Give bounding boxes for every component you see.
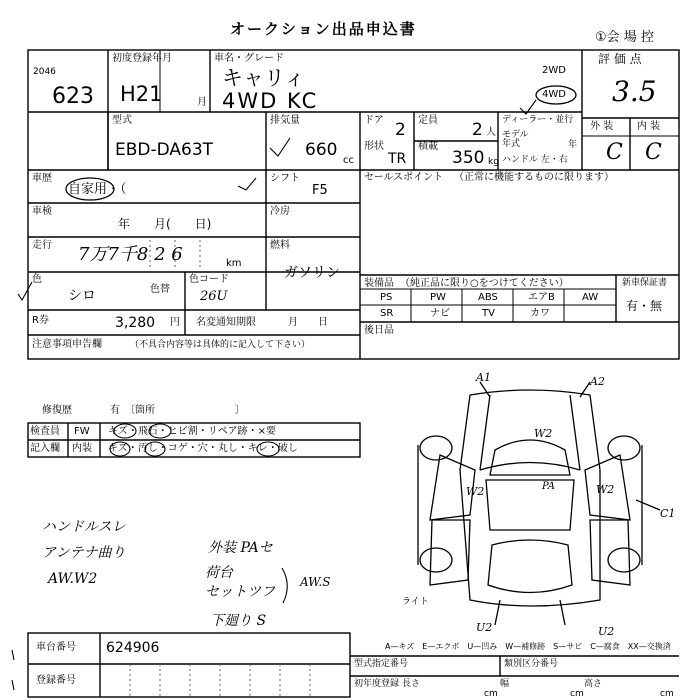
diag-w2-top: W2 bbox=[534, 427, 553, 440]
sheet-title: オークション出品申込書 bbox=[230, 20, 417, 38]
sales-hint: （正常に機能するものに限ります） bbox=[454, 172, 614, 183]
note-line3: AW.W2 bbox=[48, 571, 98, 587]
diag-a2: A2 bbox=[590, 375, 605, 388]
person-unit: 人 bbox=[486, 127, 496, 138]
note-line5: 荷台 bbox=[205, 565, 233, 581]
vehicle-type: 自家用・（ bbox=[68, 182, 127, 197]
damage-legend: A—キズ E—エクボ U—凹み W—補修跡 S—サビ C—腐食 XX—交換済 bbox=[385, 642, 671, 651]
model-year-label: モデル年式 bbox=[502, 130, 529, 149]
equip-airbag: エアB bbox=[528, 292, 555, 303]
notes-hint: （不具合内容等は具体的に記入して下さい） bbox=[130, 340, 311, 350]
ext-grade: C bbox=[606, 140, 623, 165]
lot-code: 2046 bbox=[33, 67, 56, 77]
car-name: キャリィ bbox=[222, 66, 306, 90]
cert-label: 型式指定番号 bbox=[354, 659, 409, 669]
cooler-label: 冷房 bbox=[270, 206, 290, 217]
fw-label: FW bbox=[74, 426, 90, 437]
equip-aw: AW bbox=[582, 292, 599, 303]
shape: TR bbox=[388, 151, 407, 167]
shift: F5 bbox=[312, 183, 328, 198]
equip-sr: SR bbox=[380, 308, 394, 319]
load-label: 積載 bbox=[418, 141, 438, 152]
post-label: 後日品 bbox=[364, 325, 394, 336]
first-reg-label: 初度登録年月 bbox=[112, 53, 172, 64]
equip-pw: PW bbox=[430, 292, 446, 303]
copy-label: ①会 場 控 bbox=[595, 30, 654, 45]
recycle-label: R券 bbox=[32, 315, 49, 326]
cc-unit: cc bbox=[343, 155, 354, 166]
diag-u2-left: U2 bbox=[476, 621, 493, 634]
cm-unit-3: cm bbox=[660, 689, 674, 699]
int-grade: C bbox=[645, 140, 662, 165]
drive-2wd: 2WD bbox=[542, 65, 566, 76]
dealer-label: ディーラー・並行 bbox=[502, 115, 574, 125]
mileage-label: 走行 bbox=[32, 240, 52, 251]
inspector-label2: 記入欄 bbox=[30, 443, 60, 454]
displacement: 660 bbox=[305, 140, 338, 160]
km-unit: km bbox=[226, 258, 242, 269]
warranty-label: 新車保証書 bbox=[622, 278, 668, 288]
inspector-label: 検査員 bbox=[30, 426, 60, 437]
note-line7: 下廻り S bbox=[210, 613, 267, 629]
note-line2: アンテナ曲り bbox=[42, 545, 126, 561]
car-diagram bbox=[418, 382, 660, 625]
note-line4: 外装 PAセ bbox=[208, 540, 273, 556]
cm-unit-2: cm bbox=[570, 689, 584, 699]
int-label2: 内装 bbox=[72, 443, 92, 454]
fuel-label: 燃料 bbox=[270, 240, 290, 251]
diag-u2-right: U2 bbox=[598, 625, 615, 638]
notice-label: 名変通知期限 bbox=[196, 317, 256, 328]
doors: 2 bbox=[395, 120, 406, 140]
color-label: 色 bbox=[32, 274, 42, 285]
yen-unit: 円 bbox=[170, 317, 180, 328]
int-label: 内 装 bbox=[637, 121, 661, 132]
note-line1: ハンドルスレ bbox=[42, 519, 126, 535]
model-label: 型式 bbox=[112, 115, 132, 126]
first-reg-date-label: 初年度登録 bbox=[354, 679, 400, 689]
equip-label: 装備品 bbox=[364, 278, 394, 289]
load: 350 bbox=[452, 148, 485, 168]
bracket-note: AW.S bbox=[300, 575, 331, 589]
ext-label: 外 装 bbox=[590, 121, 614, 132]
chassis-number: 624906 bbox=[106, 640, 160, 656]
reg-label: 登録番号 bbox=[36, 675, 76, 686]
int-items: キズ・汚し・コゲ・穴・丸し・キレ・破し bbox=[108, 443, 298, 454]
vehicle-type-label: 車歴 bbox=[32, 173, 52, 184]
displacement-label: 排気量 bbox=[270, 115, 300, 126]
notice-value: 月 日 bbox=[288, 317, 328, 328]
handle-label: ハンドル 左・右 bbox=[502, 155, 568, 165]
color: シロ bbox=[68, 288, 96, 304]
fw-items: キズ・飛石・ヒビ割・リペア跡・×要 bbox=[108, 426, 276, 437]
chassis-label: 車台番号 bbox=[36, 642, 76, 653]
first-reg-value: H21 bbox=[120, 82, 163, 106]
mileage: 7万7千8 2 6 bbox=[78, 244, 183, 265]
color-code-label: 色コード bbox=[189, 274, 229, 285]
diag-w2-left: W2 bbox=[466, 485, 485, 498]
inspection-date: 年 月( 日) bbox=[118, 217, 212, 231]
equip-navi: ナビ bbox=[430, 308, 450, 319]
repair-label: 修復歴 bbox=[42, 405, 72, 416]
repair-value: 有 〔箇所 〕 bbox=[110, 405, 245, 416]
shape-label: 形状 bbox=[364, 141, 384, 152]
warranty-value: 有・無 bbox=[626, 299, 663, 313]
grade: 4WD KC bbox=[222, 89, 319, 113]
kg-unit: kg bbox=[488, 157, 499, 167]
equip-hint: （純正品に限り○をつけてください） bbox=[400, 278, 569, 289]
diag-front-label: ライト bbox=[402, 597, 429, 607]
equip-tv: TV bbox=[482, 308, 495, 319]
fuel: ガソリン bbox=[284, 265, 340, 281]
model-code: EBD-DA63T bbox=[115, 140, 214, 160]
capacity: 2 bbox=[472, 120, 483, 140]
year-unit: 年 bbox=[568, 140, 578, 150]
class-label: 類別区分番号 bbox=[504, 659, 559, 669]
equip-leather: カワ bbox=[530, 308, 550, 319]
inspection-label: 車検 bbox=[32, 206, 52, 217]
notes-label: 注意事項申告欄 bbox=[32, 339, 102, 350]
eval-label: 評 価 点 bbox=[598, 52, 642, 66]
length-label: 長さ bbox=[402, 679, 421, 689]
lot-number: 623 bbox=[52, 84, 94, 109]
doors-label: ドア bbox=[364, 115, 384, 126]
note-line6: セットツフ bbox=[205, 584, 275, 600]
color-code: 26U bbox=[200, 289, 228, 304]
drive-4wd: 4WD bbox=[542, 89, 566, 100]
height-label: 高さ bbox=[584, 679, 603, 689]
diag-a1: A1 bbox=[476, 371, 491, 384]
month-unit: 月 bbox=[197, 97, 207, 108]
diag-c1: C1 bbox=[660, 507, 676, 520]
shift-label: シフト bbox=[270, 173, 300, 184]
diag-pa: PA bbox=[542, 481, 556, 492]
eval-score: 3.5 bbox=[612, 75, 657, 108]
diag-w2-right: W2 bbox=[596, 483, 615, 496]
equip-ps: PS bbox=[380, 292, 393, 303]
capacity-label: 定員 bbox=[418, 115, 438, 126]
car-name-label: 車名・グレード bbox=[214, 53, 284, 64]
equip-abs: ABS bbox=[478, 292, 498, 303]
cm-unit-1: cm bbox=[484, 689, 498, 699]
recycle-fee: 3,280 bbox=[115, 315, 156, 331]
width-label: 幅 bbox=[500, 679, 510, 689]
color-desc-label: 色替 bbox=[150, 284, 170, 295]
sales-label: セールスポイント bbox=[364, 172, 444, 183]
